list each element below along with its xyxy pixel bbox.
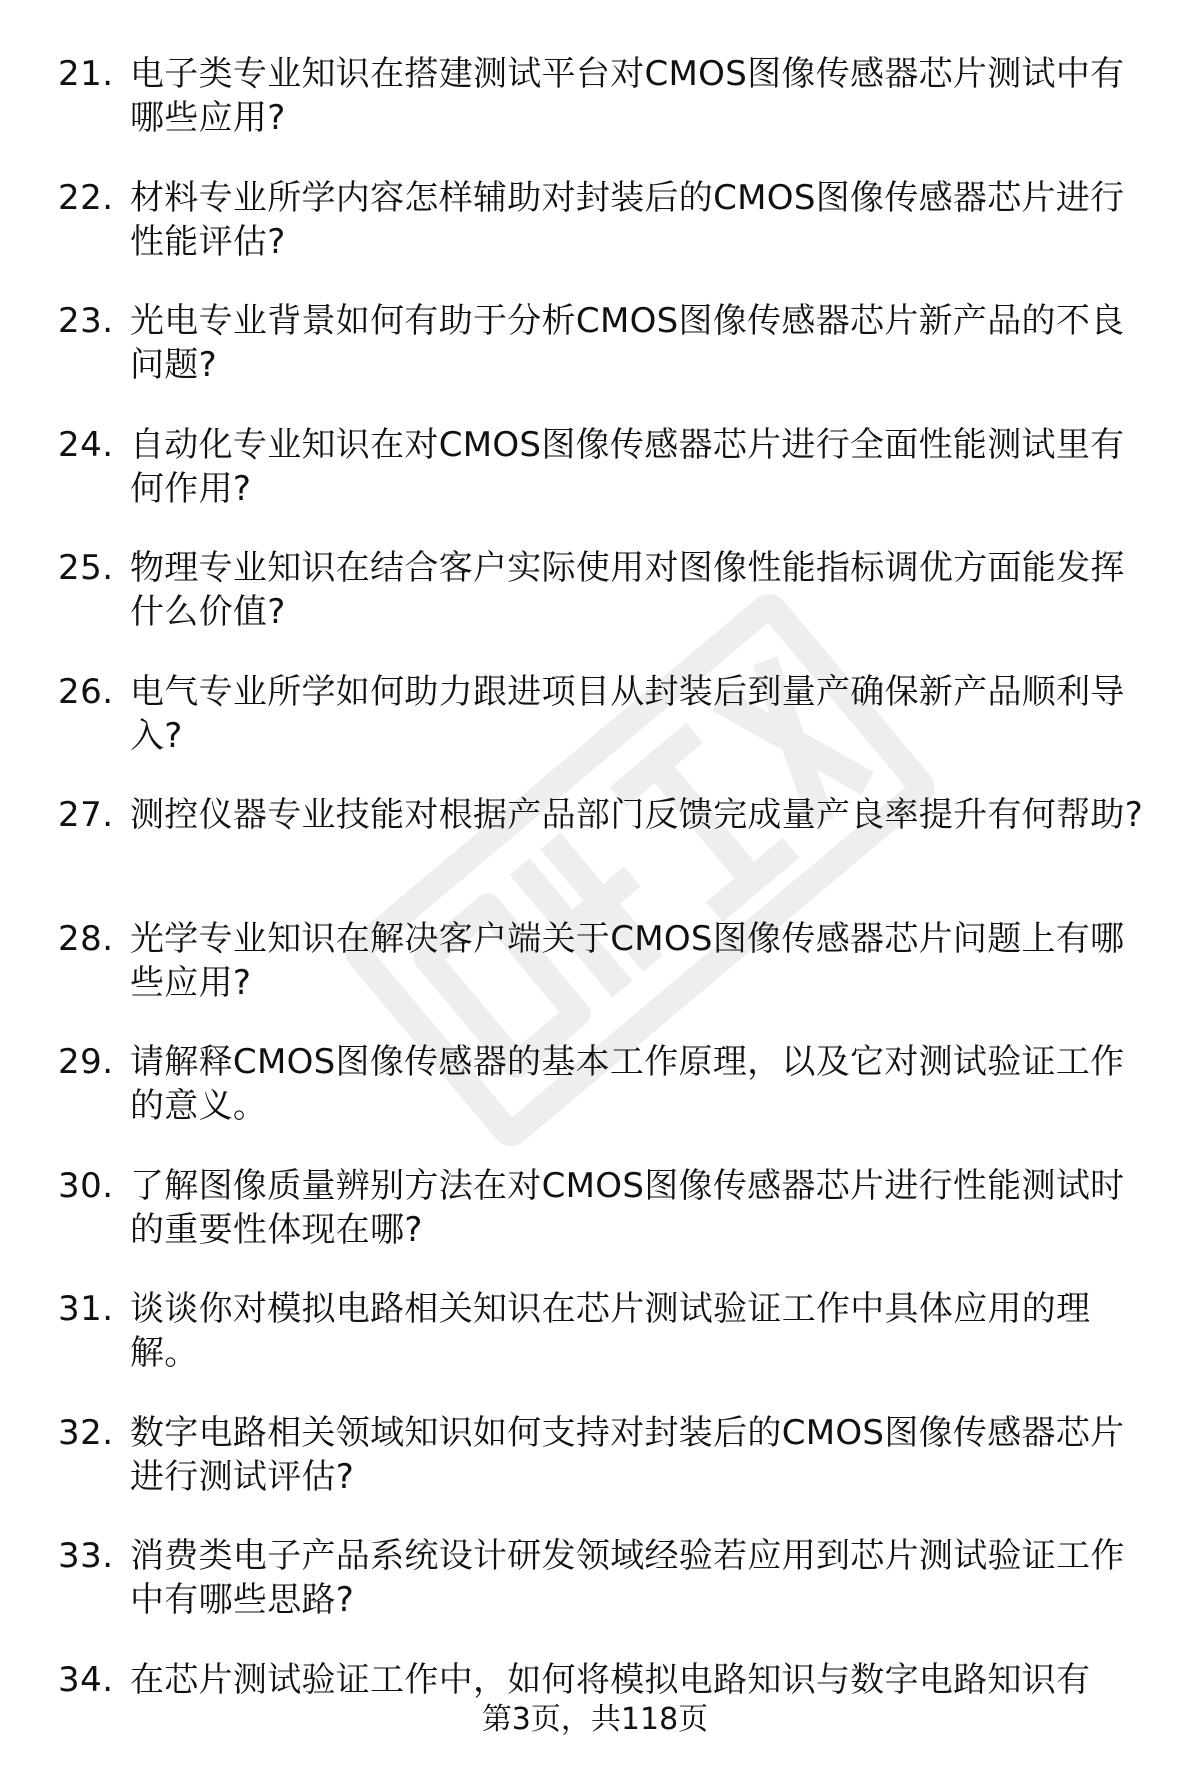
question-number: 29. xyxy=(58,1040,130,1084)
question-text: 了解图像质量辨别方法在对CMOS图像传感器芯片进行性能测试时的重要性体现在哪? xyxy=(130,1164,1148,1252)
question-item xyxy=(58,1411,1148,1535)
question-text: 电子类专业知识在搭建测试平台对CMOS图像传感器芯片测试中有哪些应用? xyxy=(130,52,1148,140)
question-number: 27. xyxy=(58,793,130,837)
question-item xyxy=(58,1534,1148,1658)
question-number: 33. xyxy=(58,1534,130,1578)
question-number: 34. xyxy=(58,1658,130,1702)
question-item xyxy=(58,1287,1148,1411)
question-item xyxy=(58,670,1148,794)
question-item xyxy=(58,423,1148,547)
page-footer: 第3页，共118页 xyxy=(0,1700,1190,1740)
question-text: 请解释CMOS图像传感器的基本工作原理，以及它对测试验证工作的意义。 xyxy=(130,1040,1148,1128)
question-item xyxy=(58,1040,1148,1164)
question-text: 自动化专业知识在对CMOS图像传感器芯片进行全面性能测试里有何作用? xyxy=(130,423,1148,511)
question-number: 31. xyxy=(58,1287,130,1331)
question-number: 23. xyxy=(58,299,130,343)
question-item xyxy=(58,546,1148,670)
question-text: 谈谈你对模拟电路相关知识在芯片测试验证工作中具体应用的理解。 xyxy=(130,1287,1148,1375)
question-number: 28. xyxy=(58,917,130,961)
question-item xyxy=(58,1164,1148,1288)
question-text: 消费类电子产品系统设计研发领域经验若应用到芯片测试验证工作中有哪些思路? xyxy=(130,1534,1148,1622)
question-text: 在芯片测试验证工作中，如何将模拟电路知识与数字电路知识有 xyxy=(130,1658,1148,1702)
question-text: 数字电路相关领域知识如何支持对封装后的CMOS图像传感器芯片进行测试评估? xyxy=(130,1411,1148,1499)
question-number: 26. xyxy=(58,670,130,714)
question-number: 32. xyxy=(58,1411,130,1455)
question-number: 30. xyxy=(58,1164,130,1208)
question-text: 光学专业知识在解决客户端关于CMOS图像传感器芯片问题上有哪些应用? xyxy=(130,917,1148,1005)
question-item xyxy=(58,793,1148,917)
question-list xyxy=(58,52,1148,1781)
question-text: 测控仪器专业技能对根据产品部门反馈完成量产良率提升有何帮助? xyxy=(130,793,1148,837)
question-item xyxy=(58,917,1148,1041)
question-item xyxy=(58,52,1148,176)
question-text: 光电专业背景如何有助于分析CMOS图像传感器芯片新产品的不良问题? xyxy=(130,299,1148,387)
question-text: 物理专业知识在结合客户实际使用对图像性能指标调优方面能发挥什么价值? xyxy=(130,546,1148,634)
question-number: 22. xyxy=(58,176,130,220)
question-item xyxy=(58,299,1148,423)
question-text: 材料专业所学内容怎样辅助对封装后的CMOS图像传感器芯片进行性能评估? xyxy=(130,176,1148,264)
question-number: 21. xyxy=(58,52,130,96)
question-number: 25. xyxy=(58,546,130,590)
question-number: 24. xyxy=(58,423,130,467)
question-item xyxy=(58,176,1148,300)
question-text: 电气专业所学如何助力跟进项目从封装后到量产确保新产品顺利导入? xyxy=(130,670,1148,758)
